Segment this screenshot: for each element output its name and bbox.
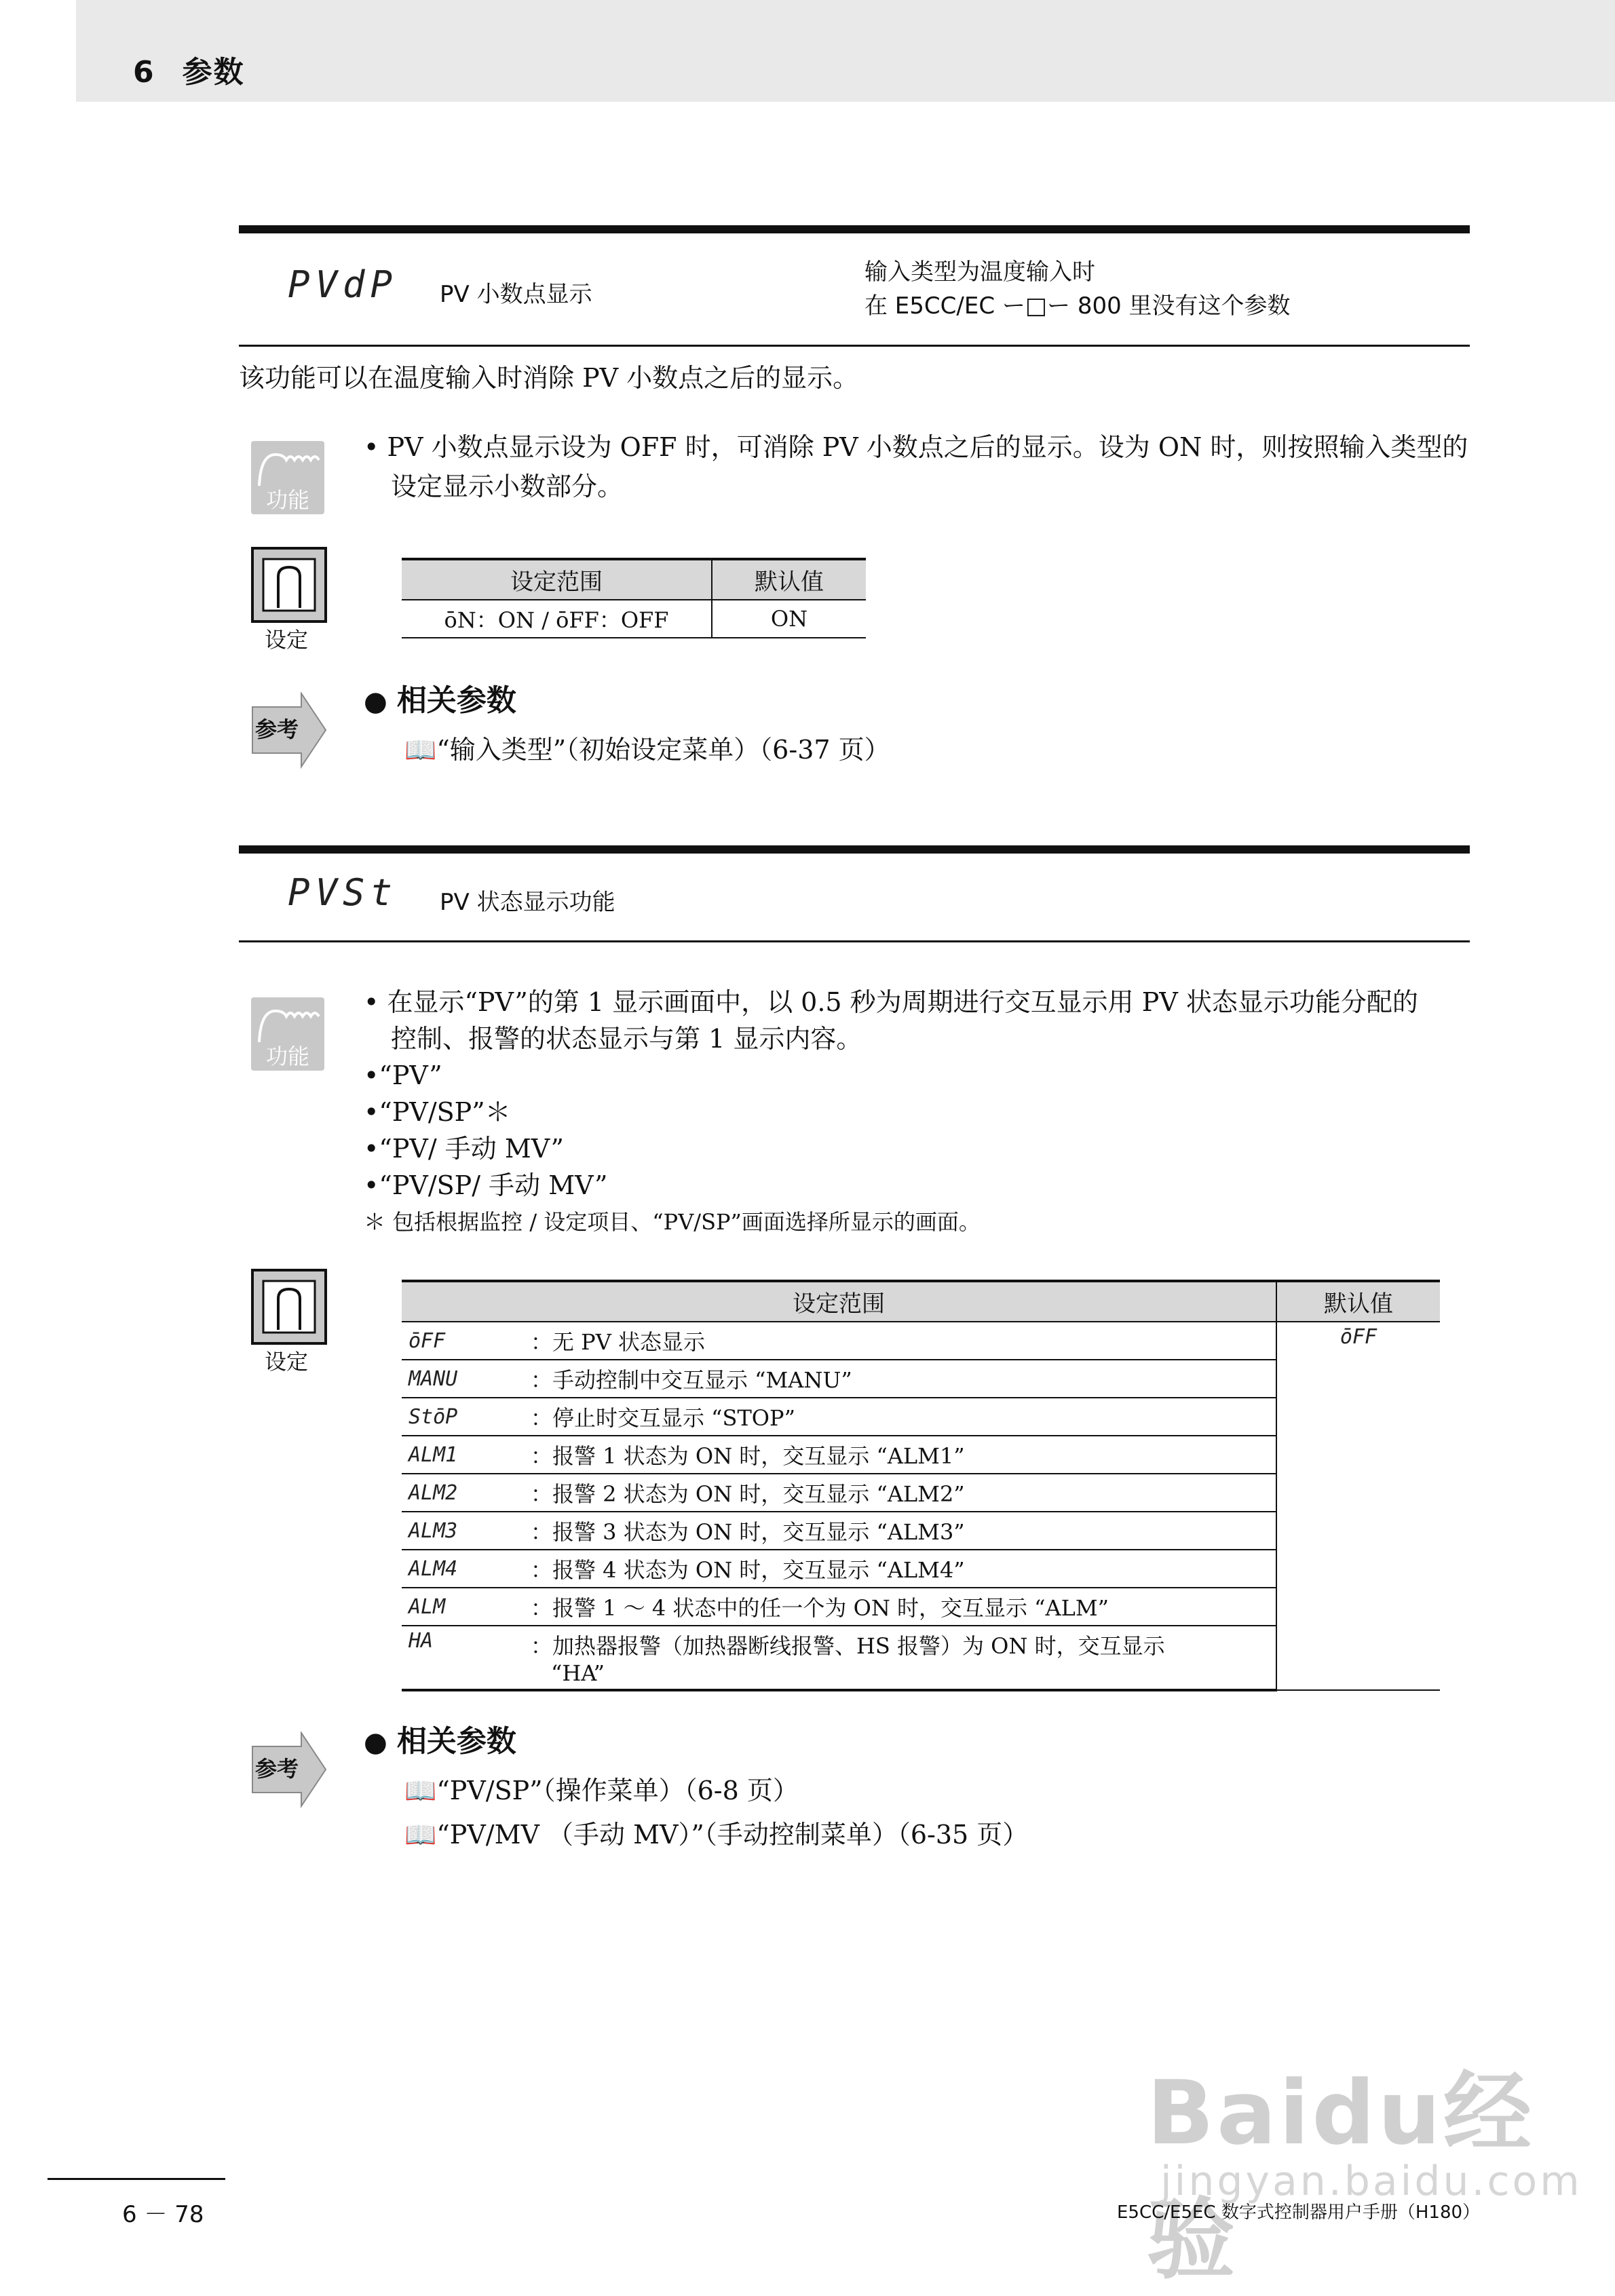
related-title	[364, 676, 890, 719]
reference-text: “PV/MV （手动 MV）”（手动控制菜单）（6-35 页）	[436, 1820, 1029, 1850]
desc-cell	[524, 1626, 1276, 1690]
param-note-line: 在 E5CC/EC ー□ー 800 里没有这个参数	[864, 292, 1291, 320]
function-text	[364, 984, 1477, 1240]
code-cell: ōFF	[402, 1322, 524, 1360]
code-cell: ALM2	[402, 1474, 524, 1512]
footer-rule	[48, 2178, 225, 2180]
finger-press-icon	[251, 1269, 327, 1345]
function-icon	[251, 441, 324, 514]
waveform-icon	[251, 997, 324, 1045]
chapter-title: 参数	[182, 55, 245, 90]
setting-table	[402, 558, 866, 638]
function-bullet: • 在显示“PV”的第 1 显示画面中，以 0.5 秒为周期进行交互显示用 PV 状态显示功能分配的	[364, 987, 1418, 1017]
desc-cell: ：报警 1 ～ 4 状态中的任一个为 ON 时，交互显示 “ALM”	[524, 1588, 1276, 1626]
bullet-icon: ●	[364, 1727, 397, 1758]
book-icon: 📖	[404, 1820, 437, 1850]
column-header-default: 默认值	[712, 559, 866, 600]
reference-icon-label: 参考	[255, 716, 299, 742]
setting-icon	[251, 547, 327, 655]
manual-title: E5CC/E5EC 数字式控制器用户手册（H180）	[1117, 2202, 1481, 2223]
desc-cell: ：报警 4 状态为 ON 时，交互显示 “ALM4”	[524, 1550, 1276, 1588]
desc-cell: ：手动控制中交互显示 “MANU”	[524, 1360, 1276, 1398]
desc-line: ：加热器报警（加热器断线报警、HS 报警）为 ON 时，交互显示	[531, 1633, 1165, 1659]
code-cell: StōP	[402, 1398, 524, 1436]
chapter-heading	[133, 47, 272, 91]
desc-cell: ：报警 3 状态为 ON 时，交互显示 “ALM3”	[524, 1512, 1276, 1550]
function-icon	[251, 997, 324, 1071]
default-cell: ON	[712, 600, 866, 638]
setting-table-wrap	[402, 558, 866, 638]
desc-cell: ：报警 1 状态为 ON 时，交互显示 “ALM1”	[524, 1436, 1276, 1474]
column-header-range: 设定范围	[402, 559, 712, 600]
section-top-rule	[239, 845, 1470, 854]
reference-icon	[251, 692, 327, 776]
code-cell: MANU	[402, 1360, 524, 1398]
param-note	[864, 255, 1291, 323]
param-note-line: 输入类型为温度输入时	[864, 259, 1095, 286]
column-header-range: 设定范围	[402, 1281, 1276, 1322]
code-cell: ALM	[402, 1588, 524, 1626]
desc-line: “HA”	[551, 1660, 605, 1686]
reference-icon	[251, 1731, 327, 1816]
section-header-rule	[239, 940, 1470, 942]
table-row	[402, 600, 866, 638]
chapter-number: 6	[133, 55, 155, 90]
footnote: ＊ 包括根据监控 / 设定项目、“PV/SP”画面选择所显示的画面。	[364, 1209, 981, 1235]
reference-text: “PV/SP”（操作菜单）（6-8 页）	[436, 1776, 799, 1805]
reference-icon-label: 参考	[255, 1756, 299, 1782]
reference-link[interactable]	[404, 1769, 1028, 1807]
code-cell: HA	[402, 1626, 524, 1690]
code-cell: ALM1	[402, 1436, 524, 1474]
related-params	[364, 676, 890, 766]
waveform-icon	[251, 441, 324, 489]
setting-table-wrap	[402, 1280, 1440, 1691]
related-title-text: 相关参数	[396, 683, 516, 718]
related-params	[364, 1717, 1028, 1851]
desc-cell: ：停止时交互显示 “STOP”	[524, 1398, 1276, 1436]
related-title	[364, 1717, 1028, 1760]
section-intro: 该功能可以在温度输入时消除 PV 小数点之后的显示。	[239, 363, 859, 393]
section-top-rule	[239, 225, 1470, 233]
desc-cell: ：无 PV 状态显示	[524, 1322, 1276, 1360]
function-icon-label: 功能	[266, 487, 310, 513]
table-row	[402, 1322, 1440, 1360]
function-bullet: •“PV/SP/ 手动 MV”	[364, 1170, 608, 1200]
book-icon: 📖	[404, 735, 437, 765]
watermark-logo: Baidu经验	[1147, 2061, 1534, 2291]
reference-link[interactable]	[404, 729, 890, 766]
setting-icon	[251, 1269, 327, 1377]
function-bullet: • PV 小数点显示设为 OFF 时，可消除 PV 小数点之后的显示。设为 ON 时，则按照输入类型的	[364, 432, 1468, 462]
setting-icon-label: 设定	[265, 1349, 309, 1375]
code-cell: ALM3	[402, 1512, 524, 1550]
section-header-rule	[239, 345, 1470, 347]
function-icon-label: 功能	[266, 1044, 310, 1069]
finger-press-icon	[251, 547, 327, 623]
function-bullet-cont: 控制、报警的状态显示与第 1 显示内容。	[391, 1024, 862, 1054]
reference-link[interactable]	[404, 1814, 1028, 1851]
setting-icon-label: 设定	[265, 627, 309, 653]
related-title-text: 相关参数	[396, 1724, 516, 1759]
setting-table	[402, 1280, 1440, 1691]
column-header-default: 默认值	[1276, 1281, 1440, 1322]
function-bullet-cont: 设定显示小数部分。	[391, 472, 624, 501]
watermark-url: jingyan.baidu.com	[1160, 2158, 1582, 2205]
desc-cell: ：报警 2 状态为 ON 时，交互显示 “ALM2”	[524, 1474, 1276, 1512]
param-name: PV 小数点显示	[440, 281, 592, 308]
range-cell: ōN：ON / ōFF：OFF	[402, 600, 712, 638]
page-number: 6 － 78	[122, 2201, 204, 2228]
reference-text: “输入类型”（初始设定菜单）（6-37 页）	[436, 735, 890, 765]
function-bullet: •“PV”	[364, 1060, 442, 1090]
param-code: PVSt	[288, 871, 398, 914]
chapter-header-bar	[76, 0, 1615, 102]
code-cell: ALM4	[402, 1550, 524, 1588]
book-icon: 📖	[404, 1776, 437, 1805]
function-bullet: •“PV/ 手动 MV”	[364, 1134, 564, 1164]
param-code: PVdP	[288, 263, 398, 306]
default-cell: ōFF	[1276, 1322, 1440, 1690]
function-text	[364, 427, 1477, 506]
function-bullet: •“PV/SP”＊	[364, 1097, 511, 1127]
param-name: PV 状态显示功能	[440, 889, 615, 916]
bullet-icon: ●	[364, 686, 397, 717]
